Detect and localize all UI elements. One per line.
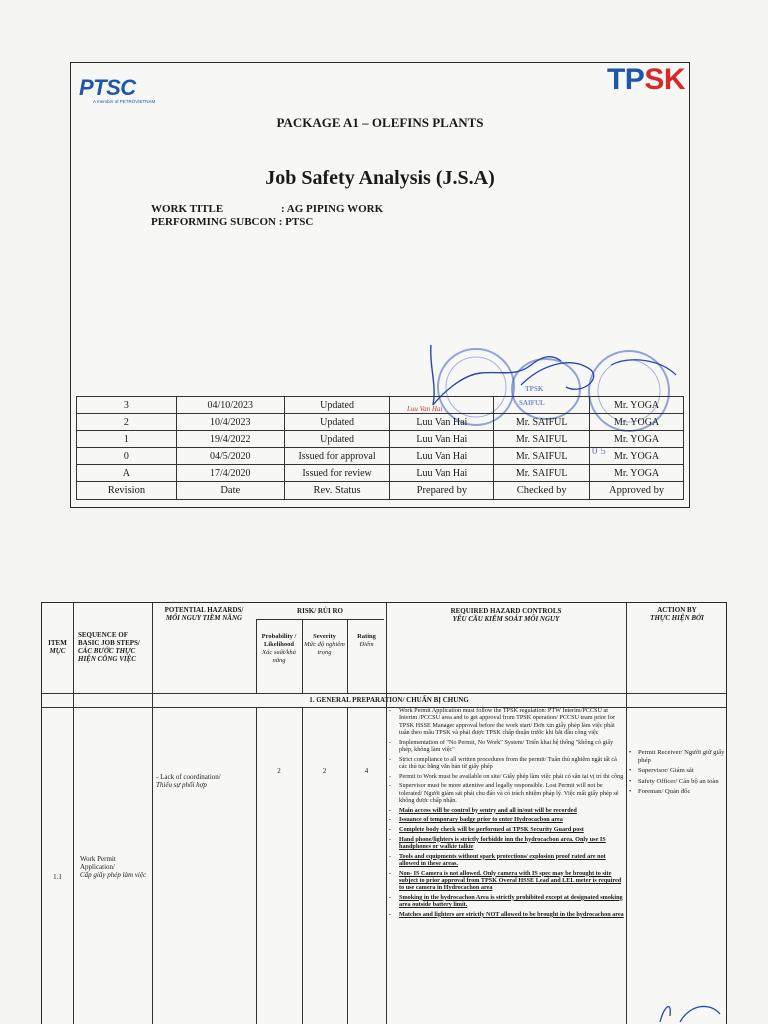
severity-header: Severity Mức độ nghiêm trọng xyxy=(304,633,345,656)
control-item: - Implementation of "No Permit, No Work" System/ Triển khai hệ thống "không có giấy phép, không làm việc" xyxy=(387,739,625,754)
row-hazard: - Lack of coordination/ Thiếu sự phối hợp xyxy=(156,773,221,789)
prepared-cell: Luu Van Hai xyxy=(390,448,494,465)
rating-header: Rating Điểm xyxy=(357,633,376,648)
action-item: • Safety Officer/ Cán bộ an toàn xyxy=(628,778,726,786)
control-item: - Hand phone/lighters is strictly forbidde inn the hydrocacbon area. Only use IS handphones or walkie talkie xyxy=(387,836,625,851)
rev-cell: A xyxy=(77,465,177,482)
rev-cell: 1 xyxy=(77,431,177,448)
status-cell: Updated xyxy=(284,397,390,414)
stamp-date: 0 5 xyxy=(592,445,606,457)
date-cell: 04/10/2023 xyxy=(176,397,284,414)
prepared-cell xyxy=(390,397,494,414)
action-by-list xyxy=(628,749,726,799)
document-title: Job Safety Analysis (J.S.A) xyxy=(265,167,495,189)
action-item: • Foreman/ Quản đốc xyxy=(628,788,726,796)
control-item: - Issuance of temporary badge prior to enter Hydrocacbon area xyxy=(387,816,625,823)
approved-cell: Mr. YOGA xyxy=(590,397,684,414)
tpsk-logo-sk: SK xyxy=(644,63,685,96)
item-header: ITEM MỤC xyxy=(48,639,67,655)
checked-header: Checked by xyxy=(494,482,590,500)
probability-header: Probability / Likelihood Xác suất/khả năng xyxy=(261,633,297,664)
subcon-value: PTSC xyxy=(282,216,314,228)
control-item: - Non- IS Camera is not allowed. Only camera with IS spec may be brought to site subject to prior approval from TPSK Overal HSSE Lead and LEL meter is required to use camera in Hydrocachon area xyxy=(387,870,625,892)
section-title: 1. GENERAL PREPARATION/ CHUẨN BỊ CHUNG xyxy=(309,696,469,704)
work-info xyxy=(151,203,383,229)
rev-cell: 3 xyxy=(77,397,177,414)
checked-cell: Mr. SAIFUL xyxy=(494,431,590,448)
steps-header: SEQUENCE OF BASIC JOB STEPS/ CÁC BƯỚC THỰC HIỆN CÔNG VIỆC xyxy=(78,631,140,663)
checked-cell: Mr. SAIFUL xyxy=(494,465,590,482)
jsa-table xyxy=(41,602,727,1024)
prepared-header: Prepared by xyxy=(390,482,494,500)
controls-header: REQUIRED HAZARD CONTROLS YÊU CẦU KIỂM SOÁT MỐI NGUY xyxy=(450,607,562,623)
revision-row xyxy=(77,397,684,414)
action-header: ACTION BY THỰC HIỆN BỞI xyxy=(650,606,704,622)
tpsk-logo-tp: TP xyxy=(606,63,645,96)
checked-cell xyxy=(494,397,590,414)
row-step: Work Permit Application/ Cấp giấy phép làm việc xyxy=(80,855,147,879)
cover-page xyxy=(70,62,690,508)
action-item: • Permit Receiver/ Người giữ giấy phép xyxy=(628,749,726,764)
subcon-label: PERFORMING SUBCON : xyxy=(151,216,283,228)
work-title-label: WORK TITLE xyxy=(151,203,224,215)
hazards-header: POTENTIAL HAZARDS/ MỐI NGUY TIỀM NĂNG xyxy=(164,606,244,622)
package-title: PACKAGE A1 – OLEFINS PLANTS xyxy=(276,115,484,130)
status-header: Rev. Status xyxy=(284,482,390,500)
control-item: - Complete body check will be performed at TPSK Security Guard post xyxy=(387,826,625,833)
action-item: • Supervisor/ Giám sát xyxy=(628,767,726,775)
control-item: - Supervisor must be more attentive and legally responsible. Lost Permit will not be tolerated/ Người giám sát phải chu đáo và có trách nhiệm pháp lý. Việc mất giấy phép sẽ không được chấp nhận. xyxy=(387,782,625,804)
date-cell: 04/5/2020 xyxy=(176,448,284,465)
page-signature xyxy=(650,996,730,1024)
approved-cell: Mr. YOGA xyxy=(590,431,684,448)
status-cell: Updated xyxy=(284,431,390,448)
date-cell: 10/4/2023 xyxy=(176,414,284,431)
stamp-text-saiful: SAIFUL xyxy=(519,399,545,407)
revision-row xyxy=(77,448,684,465)
work-title-value: : AG PIPING WORK xyxy=(281,203,384,215)
stamp-text-tpsk: TPSK xyxy=(525,385,544,393)
control-item: - Strict compliance to all written procedures from the permit/ Tuân thủ nghiêm ngặt tất cả các thủ tục bằng văn bản từ giấy phép xyxy=(387,756,625,771)
approved-header: Approved by xyxy=(590,482,684,500)
rev-cell: 2 xyxy=(77,414,177,431)
status-cell: Issued for review xyxy=(284,465,390,482)
date-cell: 19/4/2022 xyxy=(176,431,284,448)
status-cell: Updated xyxy=(284,414,390,431)
control-item: - Main access will be control by sentry and all in/out will be recorded xyxy=(387,807,625,814)
row-severity: 2 xyxy=(322,767,327,775)
red-signature: Luu Van Hai xyxy=(407,405,443,413)
ptsc-logo-text: PTSC xyxy=(79,75,136,100)
revision-row xyxy=(77,465,684,482)
row-rating: 4 xyxy=(364,767,369,775)
row-item-number: 1.1 xyxy=(53,873,62,881)
control-item: - Smoking in the hydrocachon Area is strictly prohibited except at designated smoking area outside battery limit. xyxy=(387,894,625,909)
revision-row xyxy=(77,431,684,448)
row-probability: 2 xyxy=(277,767,281,775)
date-cell: 17/4/2020 xyxy=(176,465,284,482)
revision-table xyxy=(76,396,684,500)
tpsk-logo xyxy=(607,63,685,97)
checked-cell: Mr. SAIFUL xyxy=(494,448,590,465)
prepared-cell: Luu Van Hai xyxy=(390,414,494,431)
approved-cell: Mr. YOGA xyxy=(590,414,684,431)
revision-row xyxy=(77,414,684,431)
approved-cell: Mr. YOGA xyxy=(590,465,684,482)
risk-header: RISK/ RỦI RO xyxy=(297,607,343,615)
rev-cell: 0 xyxy=(77,448,177,465)
checked-cell: Mr. SAIFUL xyxy=(494,414,590,431)
ptsc-logo-tagline: A member of PETROVIETNAM xyxy=(93,99,156,104)
control-item: - Work Permit Application must follow the TPSK regulation: PTW Interim/PCCSU at Interim /PCCSU area and to get approval from TPSK operation/ PCCSU team prior for TPSK HSSE Manager approval before the work start/ Đơn xin giấy phép làm việc phải tuân theo mẫu TPSK và phải được TPSK chấp thuận trước khi bắt đầu công việc xyxy=(387,707,625,736)
ptsc-logo xyxy=(79,75,155,104)
revision-header: Revision xyxy=(77,482,177,500)
status-cell: Issued for approval xyxy=(284,448,390,465)
control-item: - Matches and lighters are strictly NOT allowed to be brought in the hydrocachon area xyxy=(387,911,625,918)
prepared-cell: Luu Van Hai xyxy=(390,431,494,448)
prepared-cell: Luu Van Hai xyxy=(390,465,494,482)
control-item: - Tools and equipments without spark protections/ explosion proof rated are not allowed in these areas. xyxy=(387,853,625,868)
approved-cell: Mr. YOGA xyxy=(590,448,684,465)
hazard-controls-list xyxy=(387,707,625,921)
revision-header-row xyxy=(77,482,684,500)
date-header: Date xyxy=(176,482,284,500)
control-item: - Permit to Work must be available on site/ Giấy phép làm việc phải có sẵn tại vị trí thi công xyxy=(387,773,625,780)
